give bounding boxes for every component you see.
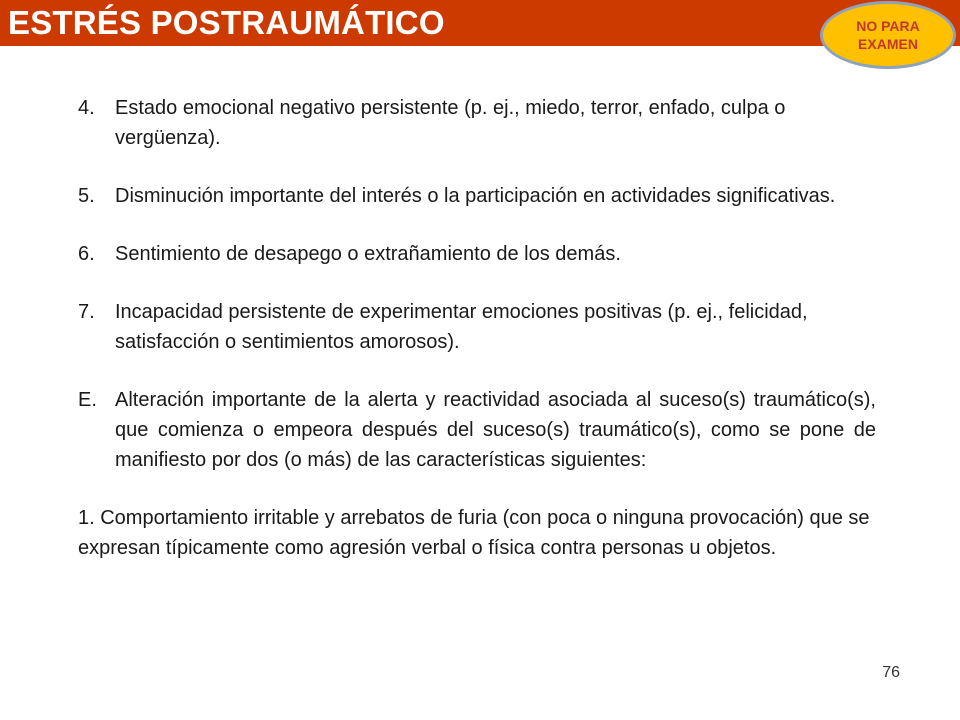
page-number: 76 bbox=[882, 664, 900, 681]
item-number: 4. bbox=[78, 97, 95, 119]
paragraph-irritable-behavior: 1. Comportamiento irritable y arrebatos de furia (con poca o ninguna provocación) que se expresan típicamente como agresión verbal o física contra personas u objetos. bbox=[78, 507, 870, 559]
list-item bbox=[78, 385, 876, 475]
list-item bbox=[78, 297, 876, 357]
item-text: Estado emocional negativo persistente (p. ej., miedo, terror, enfado, culpa o vergüenza). bbox=[115, 97, 786, 149]
list-item bbox=[78, 181, 876, 211]
item-number: 5. bbox=[78, 185, 95, 207]
item-number: 6. bbox=[78, 243, 95, 265]
item-text: Sentimiento de desapego o extrañamiento de los demás. bbox=[115, 243, 621, 265]
list-item bbox=[78, 93, 876, 153]
item-number: E. bbox=[78, 389, 97, 411]
item-text: Alteración importante de la alerta y reactividad asociada al suceso(s) traumático(s), que comienza o empeora después del suceso(s) traumático(s), como se pone de manifiesto por dos (o más) de las características siguientes: bbox=[115, 389, 876, 471]
item-text: Disminución importante del interés o la participación en actividades significativas. bbox=[115, 185, 836, 207]
page-title: ESTRÉS POSTRAUMÁTICO bbox=[8, 4, 445, 41]
badge-line-2: EXAMEN bbox=[858, 36, 918, 52]
item-number: 7. bbox=[78, 301, 95, 323]
criteria-list bbox=[78, 93, 876, 563]
no-exam-badge bbox=[820, 1, 956, 69]
list-item bbox=[78, 239, 876, 269]
item-text: Incapacidad persistente de experimentar emociones positivas (p. ej., felicidad, satisfacción o sentimientos amorosos). bbox=[115, 301, 808, 353]
badge-line-1: NO PARA bbox=[856, 18, 920, 34]
